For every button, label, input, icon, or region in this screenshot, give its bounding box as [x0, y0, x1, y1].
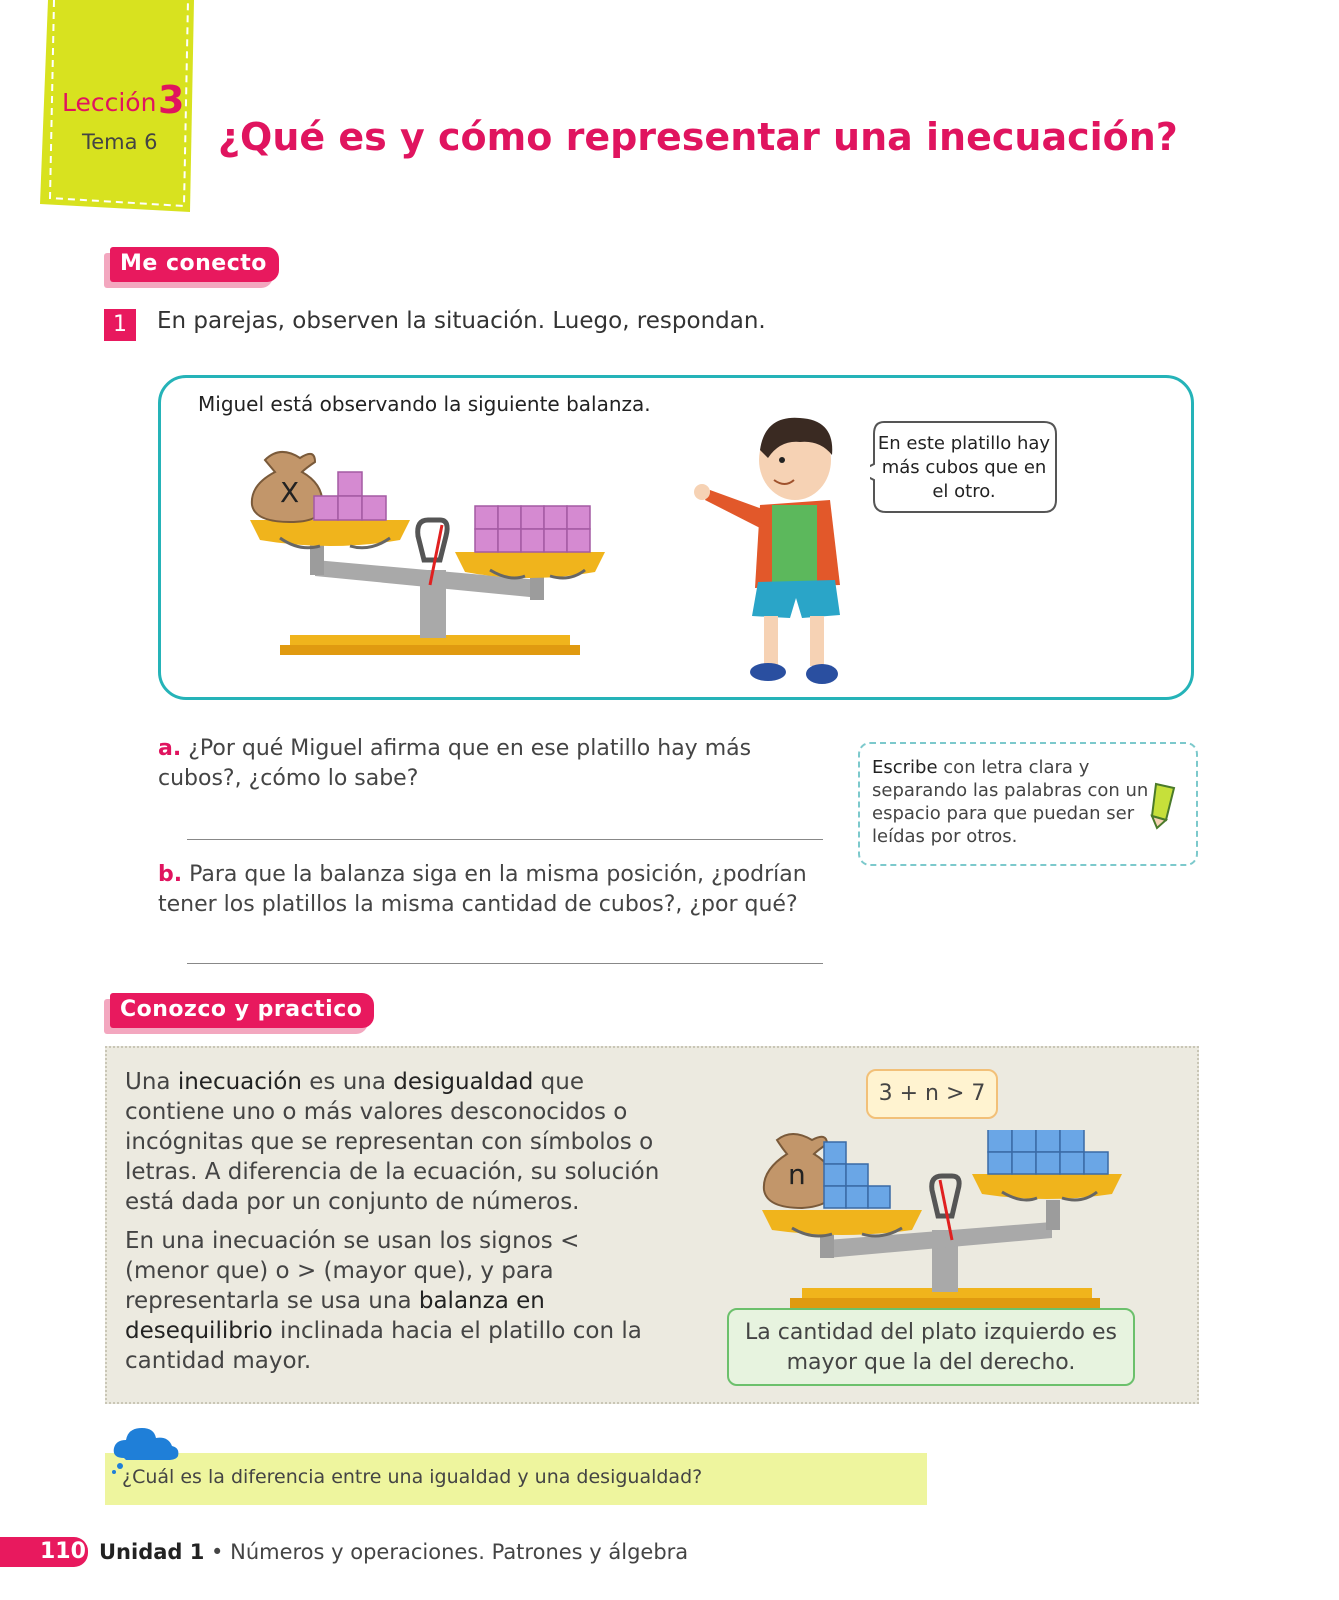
question-b-text: Para que la balanza siga en la misma posición, ¿podrían tener los platillos la misma cantidad de cubos?, ¿por qué?	[158, 862, 807, 917]
footer-separator: •	[204, 1540, 231, 1564]
text-run: es una	[301, 1069, 394, 1095]
inequality-label: 3 + n > 7	[866, 1069, 998, 1119]
signs-paragraph	[125, 1226, 665, 1376]
unit-label: Unidad 1	[99, 1540, 205, 1564]
text-run: inclinada hacia el platillo con la cantidad mayor.	[125, 1318, 642, 1374]
section-tab-me-conecto: Me conecto	[110, 247, 279, 282]
page-title: ¿Qué es y cómo representar una inecuación?	[218, 115, 1178, 159]
reflection-question: ¿Cuál es la diferencia entre una igualdad y una desigualdad?	[122, 1466, 703, 1488]
bag-label: X	[280, 476, 300, 509]
keyword-desigualdad: desigualdad	[393, 1069, 534, 1095]
result-caption: La cantidad del plato izquierdo es mayor que la del derecho.	[727, 1308, 1135, 1386]
keyword-inecuacion: inecuación	[177, 1069, 302, 1095]
scene-caption: Miguel está observando la siguiente balanza.	[198, 392, 651, 416]
question-b	[158, 860, 858, 920]
lesson-label: Lección	[62, 88, 157, 117]
text-run: Una	[125, 1069, 178, 1095]
section-tab-conozco-y-practico: Conozco y practico	[110, 993, 374, 1028]
text-run: En una inecuación se usan los signos < (menor que) o > (mayor que), y para representarla se usa una	[125, 1228, 580, 1314]
writing-tip-text	[872, 756, 1152, 848]
bag-label: n	[788, 1158, 806, 1191]
speech-text: En este platillo hay más cubos que en el otro.	[877, 433, 1051, 502]
answer-line-a[interactable]	[187, 839, 823, 840]
definition-paragraph	[125, 1067, 665, 1217]
unit-title: Números y operaciones. Patrones y álgebra	[230, 1540, 689, 1564]
question-a-label: a.	[158, 736, 182, 761]
footer-unit	[99, 1538, 688, 1566]
tip-bold: Escribe	[872, 757, 938, 778]
balance-scale-inequality	[752, 1130, 1142, 1310]
question-instruction: En parejas, observen la situación. Luego, respondan.	[157, 308, 766, 334]
tip-rest: con letra clara y separando las palabras con un espacio para que puedan ser leídas por otros.	[872, 757, 1149, 847]
keyword-balanza: balanza en desequilibrio	[125, 1288, 545, 1344]
topic-label: Tema 6	[82, 130, 158, 154]
text-run: que contiene uno o más valores desconocidos o incógnitas que se representan con símbolos o letras. A diferencia de la ecuación, su solución está dada por un conjunto de números.	[125, 1069, 660, 1215]
question-b-label: b.	[158, 862, 183, 887]
lesson-number: 3	[158, 78, 185, 122]
page-number: 110	[40, 1539, 86, 1564]
boy-illustration	[690, 410, 870, 700]
pencil-icon	[1148, 780, 1178, 830]
question-a-text: ¿Por qué Miguel afirma que en ese platillo hay más cubos?, ¿cómo lo sabe?	[158, 736, 752, 791]
balance-scale-illustration	[240, 440, 620, 670]
answer-line-b[interactable]	[187, 963, 823, 964]
question-number: 1	[104, 309, 136, 341]
question-a	[158, 734, 808, 794]
